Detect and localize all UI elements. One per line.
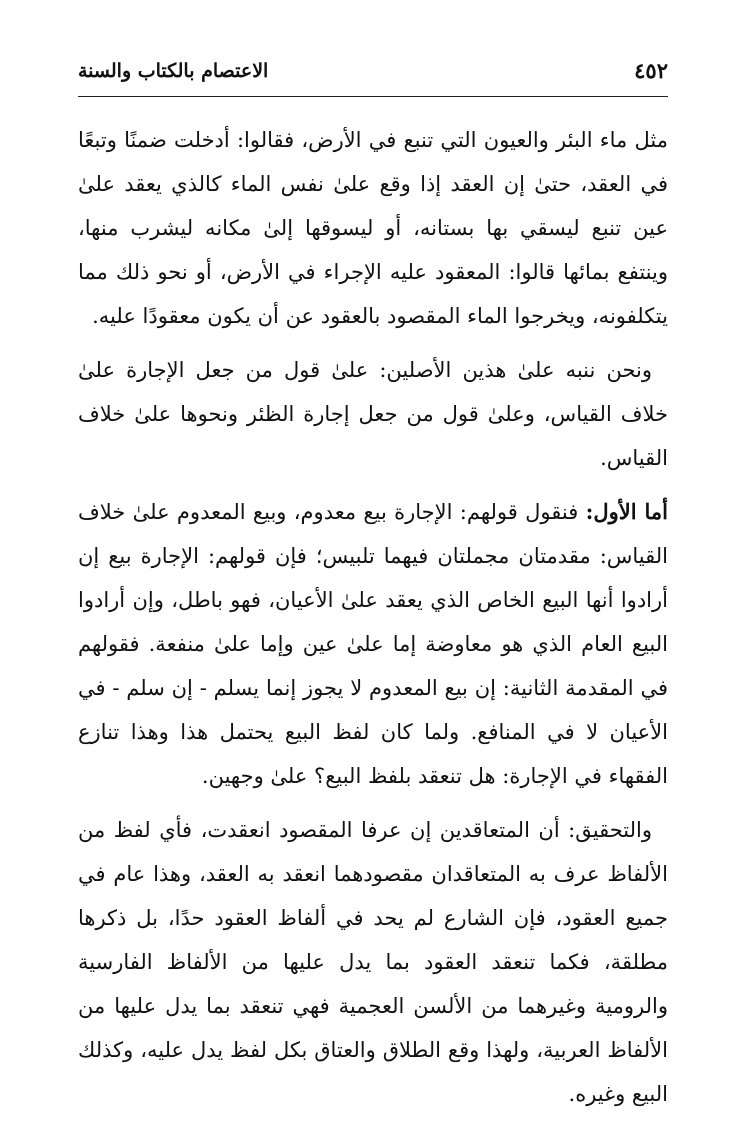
paragraph-4-text: والتحقيق: أن المتعاقدين إن عرفا المقصود انعقدت، فأي لفظ من الألفاظ عرف به المتعاقدان مقصودهما انعقد به العقد، وهذا عام في جميع العقود، فإن الشارع لم يحد في ألفاظ العقود حدًا، بل ذكرها مطلقة، فكما تنعقد العقود بما يدل عليها من الألفاظ الفارسية والرومية وغيرهما من الألسن العجمية فهي تنعقد بما يدل عليها من الألفاظ العربية، ولهذا وقع الطلاق والعتاق بكل لفظ يدل عليه، وكذلك البيع وغيره. — [78, 818, 668, 1106]
body-text — [78, 118, 668, 1126]
page-number: ٤٥٢ — [634, 58, 668, 83]
paragraph-2 — [78, 348, 668, 480]
page-header — [78, 58, 668, 92]
paragraph-3 — [78, 490, 668, 798]
paragraph-3-lead: أما الأول: — [585, 499, 668, 524]
paragraph-2-text: ونحن ننبه علىٰ هذين الأصلين: علىٰ قول من جعل الإجارة علىٰ خلاف القياس، وعلىٰ قول من جعل إجارة الظئر ونحوها علىٰ خلاف القياس. — [78, 358, 668, 470]
paragraph-1-text: مثل ماء البئر والعيون التي تنبع في الأرض، فقالوا: أدخلت ضمنًا وتبعًا في العقد، حتىٰ إن العقد إذا وقع علىٰ نفس الماء كالذي يعقد علىٰ عين تنبع ليسقي بها بستانه، أو ليسوقها إلىٰ مكانه ليشرب منها، وينتفع بمائها قالوا: المعقود عليه الإجراء في الأرض، أو نحو ذلك مما يتكلفونه، ويخرجوا الماء المقصود بالعقود عن أن يكون معقودًا عليه. — [78, 128, 668, 328]
running-title: الاعتصام بالكتاب والسنة — [78, 60, 269, 82]
paragraph-4 — [78, 808, 668, 1116]
paragraph-3-text: فنقول قولهم: الإجارة بيع معدوم، وبيع المعدوم علىٰ خلاف القياس: مقدمتان مجملتان فيهما تلبيس؛ فإن قولهم: الإجارة بيع إن أرادوا أنها البيع الخاص الذي يعقد علىٰ الأعيان، فهو باطل، وإن أرادوا البيع العام الذي هو معاوضة إما علىٰ عين وإما علىٰ منفعة. فقولهم في المقدمة الثانية: إن بيع المعدوم لا يجوز إنما يسلم - إن سلم - في الأعيان لا في المنافع. ولما كان لفظ البيع يحتمل هذا وهذا تنازع الفقهاء في الإجارة: هل تنعقد بلفظ البيع؟ علىٰ وجهين. — [78, 500, 668, 788]
header-divider — [78, 96, 668, 97]
paragraph-1 — [78, 118, 668, 338]
